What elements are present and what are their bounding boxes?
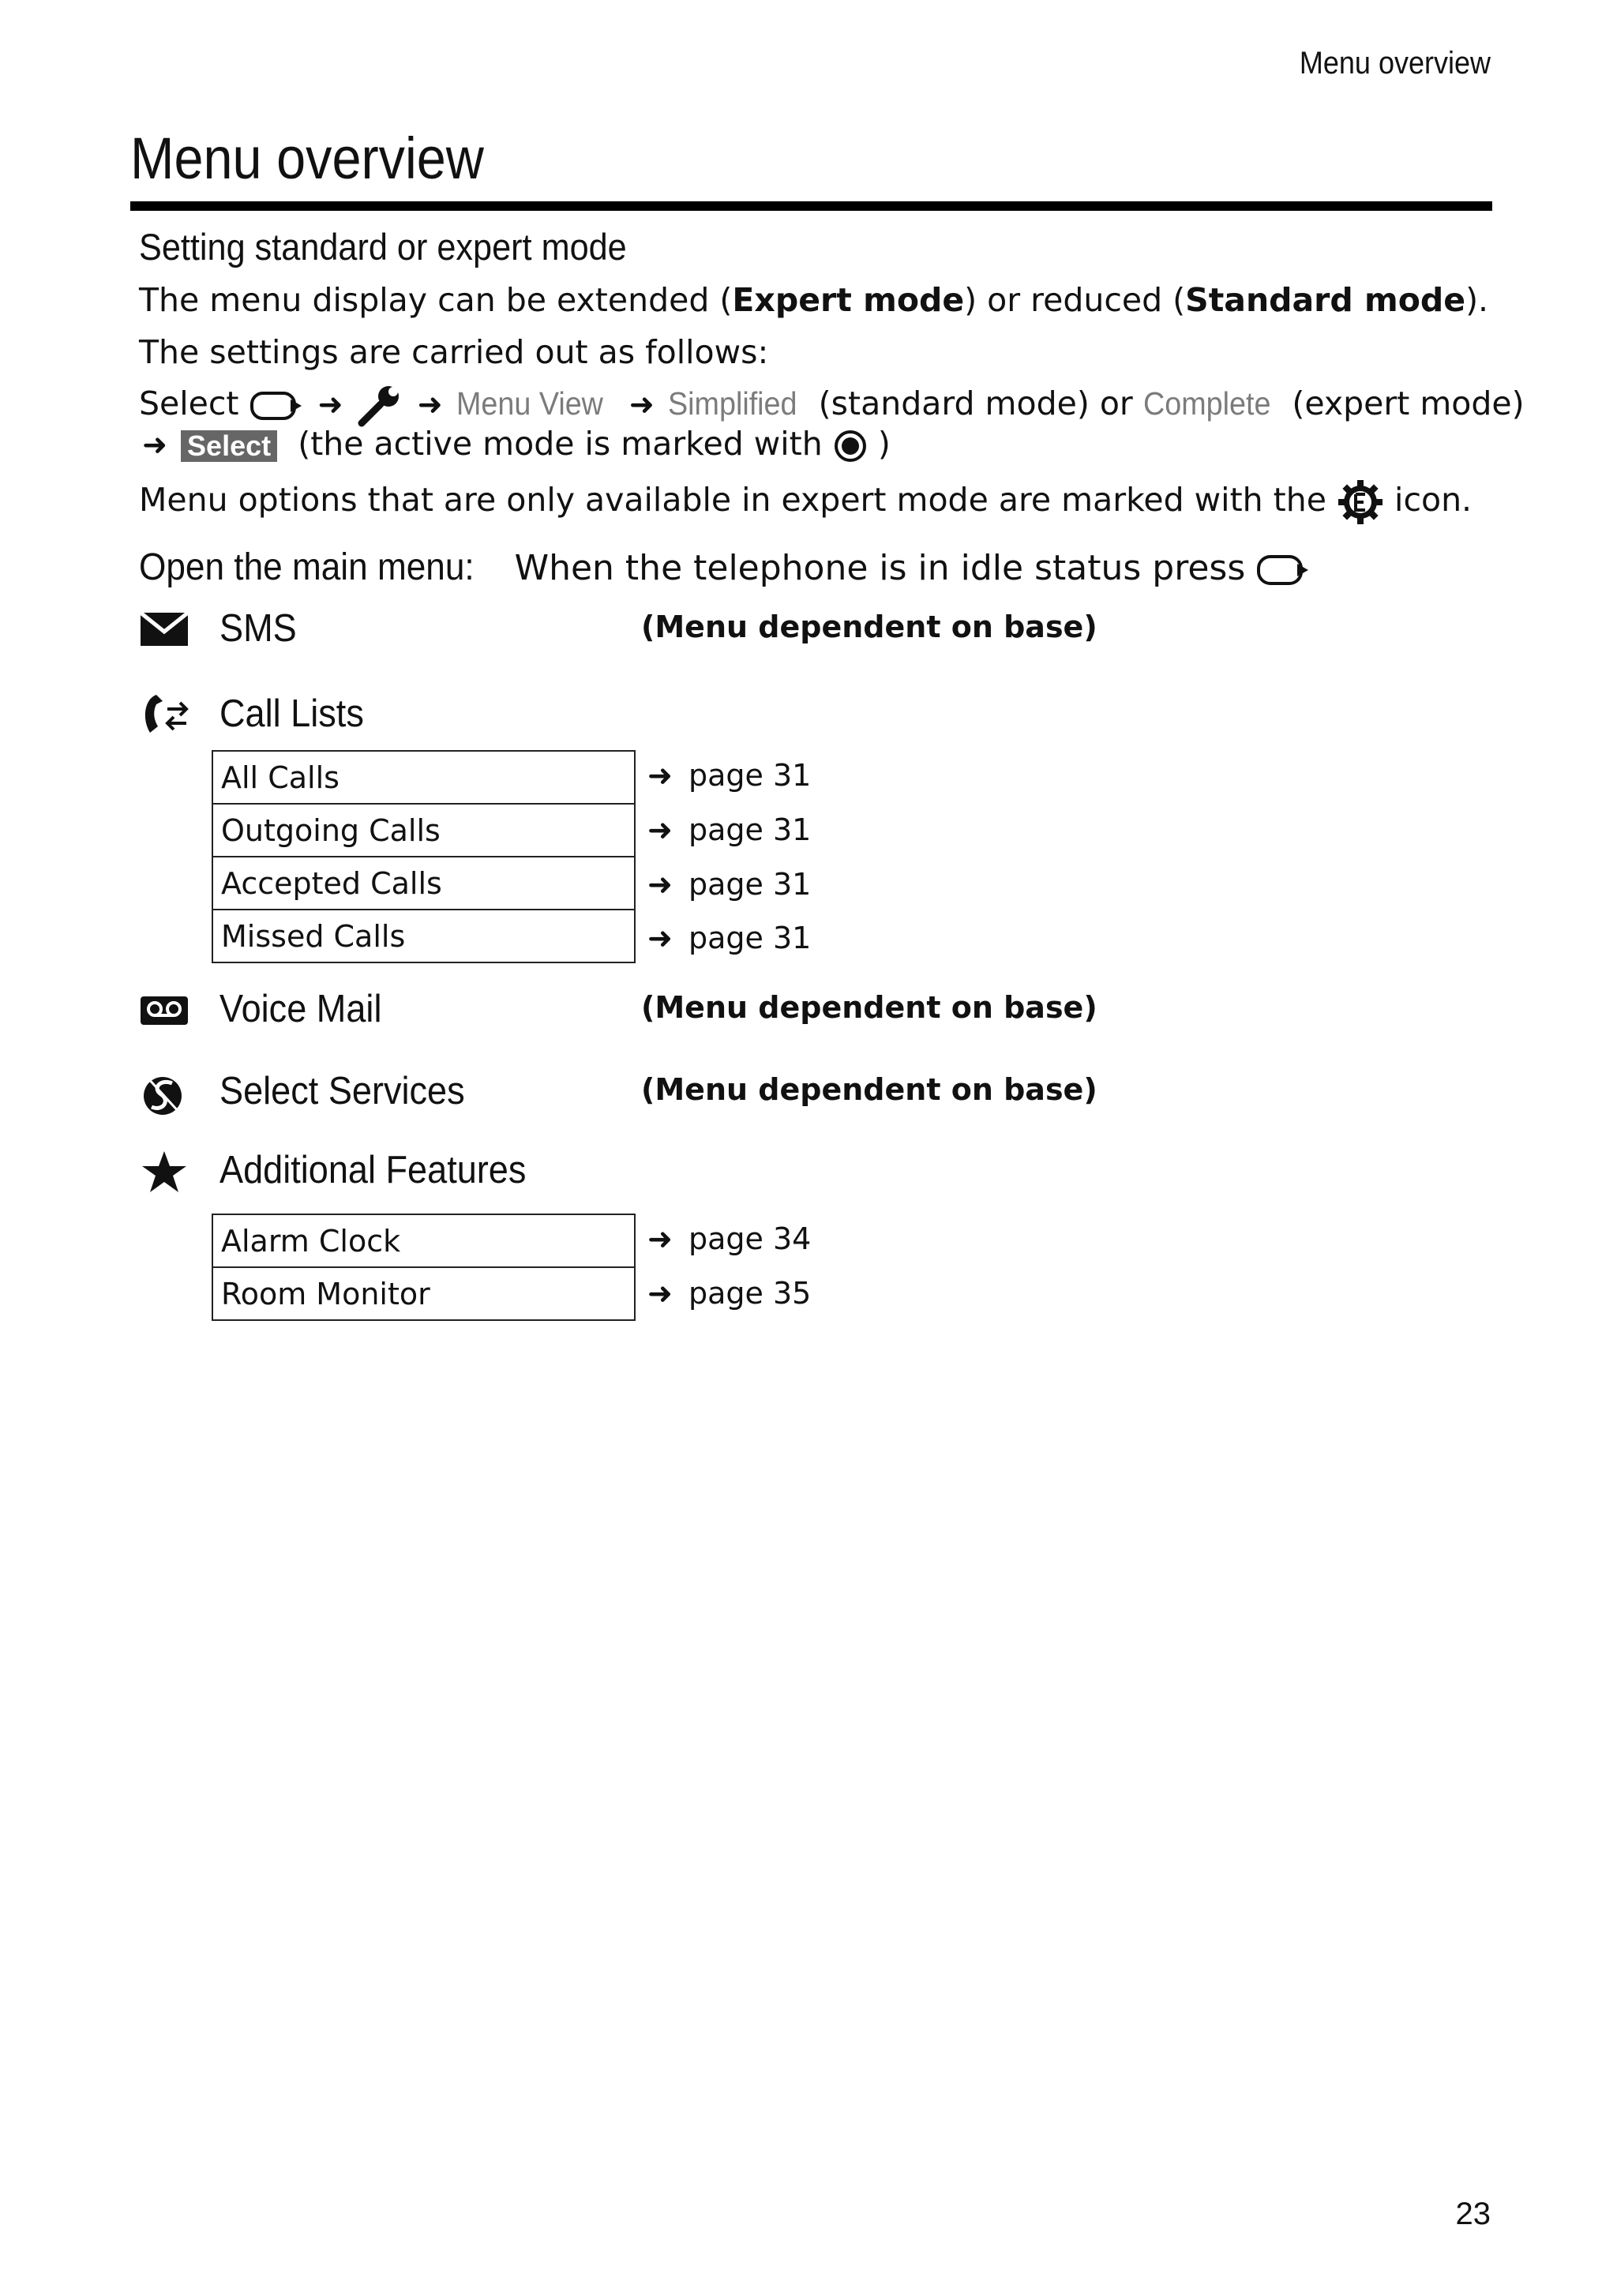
envelope-icon: [139, 608, 189, 652]
menu-item-call-lists: Call Lists: [219, 692, 364, 735]
select-softkey: Select: [181, 430, 277, 462]
intro-middle: ) or reduced (: [964, 281, 1186, 319]
arrow-icon: ➜: [647, 1221, 673, 1256]
radio-selected-icon: [833, 429, 868, 463]
settings-line: The settings are carried out as follows:: [139, 333, 769, 371]
menu-item-sms: SMS: [219, 607, 297, 650]
menu-item-additional-features: Additional Features: [219, 1149, 527, 1191]
table-row: Outgoing Calls: [213, 805, 634, 857]
page-reference-text: page 31: [688, 812, 812, 847]
arrow-icon: ➜: [317, 387, 343, 422]
open-main-menu: [139, 545, 1311, 591]
page-reference-text: page 35: [688, 1276, 812, 1311]
standard-mode-term: Standard mode: [1185, 281, 1466, 319]
intro-before: The menu display can be extended (: [139, 281, 733, 319]
open-main-menu-label: Open the main menu:: [139, 546, 475, 588]
page-reference: [647, 758, 811, 793]
arrow-icon: ➜: [647, 867, 673, 902]
running-header: Menu overview: [1299, 46, 1491, 81]
standard-mode-text: (standard mode) or: [808, 385, 1143, 422]
arrow-icon: ➜: [647, 758, 673, 793]
page-reference-text: page 31: [688, 867, 812, 902]
page-title: Menu overview: [130, 126, 484, 191]
call-lists-icon: [139, 692, 189, 736]
select-services-note: (Menu dependent on base): [641, 1072, 1097, 1107]
expert-gear-icon: [1337, 478, 1384, 526]
arrow-icon: ➜: [647, 812, 673, 847]
menu-key-icon: [1256, 552, 1311, 588]
expert-note: [139, 478, 1472, 526]
arrow-icon: ➜: [417, 387, 443, 422]
menu-view-option: Menu View: [456, 385, 603, 422]
expert-mode-text: (expert mode): [1281, 385, 1525, 422]
table-row: Accepted Calls: [213, 857, 634, 910]
sms-note: (Menu dependent on base): [641, 610, 1097, 644]
arrow-icon: ➜: [628, 387, 655, 422]
instruction-line-1: [139, 384, 1525, 428]
expert-mode-term: Expert mode: [732, 281, 965, 319]
page-reference: [647, 1276, 811, 1311]
page-number: 23: [1455, 2197, 1491, 2231]
complete-option: Complete: [1142, 385, 1271, 422]
table-row: Missed Calls: [213, 910, 634, 963]
page-reference-text: page 31: [688, 921, 812, 955]
arrow-icon: ➜: [142, 427, 167, 462]
active-mode-after: ): [877, 425, 891, 463]
table-row: Room Monitor: [213, 1268, 634, 1321]
open-main-menu-text: When the telephone is in idle status press: [503, 548, 1246, 588]
intro-after: ).: [1465, 281, 1489, 319]
instruction-line-2: [139, 425, 891, 463]
star-icon: [139, 1150, 189, 1194]
menu-key-icon: [249, 388, 305, 423]
expert-note-before: Menu options that are only available in expert mode are marked with the: [139, 481, 1326, 519]
select-services-icon: [139, 1072, 189, 1116]
voicemail-icon: [139, 989, 189, 1033]
voice-mail-note: (Menu dependent on base): [641, 990, 1097, 1025]
title-rule: [130, 201, 1492, 211]
table-row: Alarm Clock: [213, 1215, 634, 1268]
menu-item-voice-mail: Voice Mail: [219, 988, 382, 1030]
menu-item-select-services: Select Services: [219, 1070, 465, 1112]
page-reference-text: page 34: [688, 1221, 812, 1256]
additional-features-table: [212, 1214, 636, 1321]
page-reference: [647, 867, 811, 902]
select-word: Select: [139, 385, 239, 422]
simplified-option: Simplified: [667, 385, 797, 422]
call-lists-table: [212, 750, 636, 963]
table-row: All Calls: [213, 752, 634, 805]
page-reference: [647, 1221, 811, 1256]
active-mode-before: (the active mode is marked with: [298, 425, 823, 463]
page-reference-text: page 31: [688, 758, 812, 793]
page-reference: [647, 921, 811, 955]
section-heading: Setting standard or expert mode: [139, 226, 627, 268]
arrow-icon: ➜: [647, 921, 673, 955]
wrench-icon: [357, 384, 404, 428]
intro-paragraph: [139, 281, 1488, 320]
expert-note-after: icon.: [1394, 481, 1473, 519]
page-reference: [647, 812, 811, 847]
arrow-icon: ➜: [647, 1276, 673, 1311]
